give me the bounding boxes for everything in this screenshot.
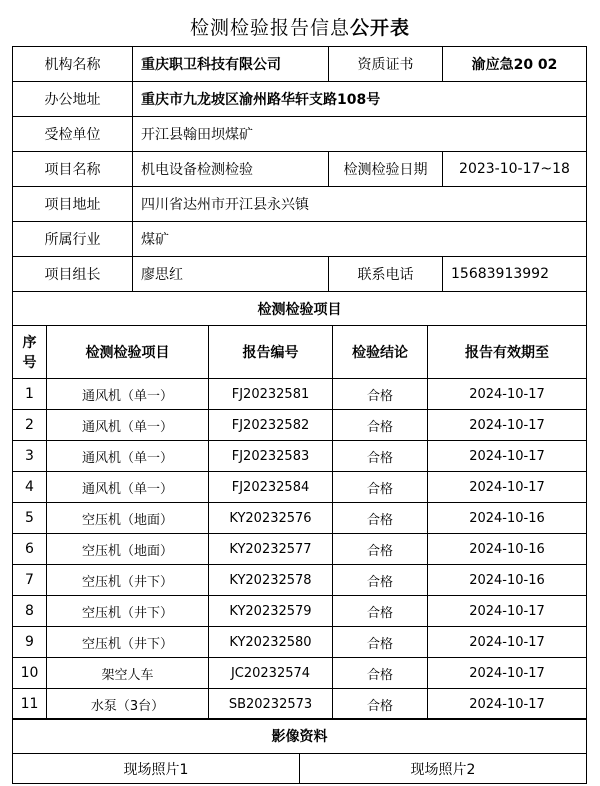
row-valid-until: 2024-10-17	[428, 472, 587, 503]
row-seq: 1	[13, 379, 47, 410]
table-row	[13, 565, 587, 596]
row-conclusion: 合格	[333, 441, 428, 472]
row-valid-until: 2024-10-17	[428, 441, 587, 472]
site-label: 项目地址	[13, 187, 133, 222]
row-valid-until: 2024-10-17	[428, 658, 587, 689]
row-item: 通风机（单一）	[47, 379, 209, 410]
items-table	[12, 291, 587, 720]
row-item: 水泵（3台）	[47, 689, 209, 720]
items-section-row	[13, 292, 587, 326]
phone-label: 联系电话	[329, 257, 443, 292]
row-conclusion: 合格	[333, 472, 428, 503]
row-item: 通风机（单一）	[47, 441, 209, 472]
row-seq: 5	[13, 503, 47, 534]
row-report-no: FJ20232581	[209, 379, 333, 410]
row-valid-until: 2024-10-17	[428, 379, 587, 410]
row-seq: 2	[13, 410, 47, 441]
row-item: 空压机（地面）	[47, 503, 209, 534]
table-row	[13, 379, 587, 410]
header-conclusion: 检验结论	[333, 326, 428, 379]
row-report-no: KY20232576	[209, 503, 333, 534]
photos-table	[12, 718, 587, 784]
phone-value: 15683913992	[443, 257, 587, 292]
header-valid-until: 报告有效期至	[428, 326, 587, 379]
row-valid-until: 2024-10-17	[428, 689, 587, 720]
row-report-no: SB20232573	[209, 689, 333, 720]
info-row-project	[13, 152, 587, 187]
header-report-no: 报告编号	[209, 326, 333, 379]
title-bold-text: 公开表	[350, 17, 411, 39]
header-seq-line1: 序	[22, 335, 37, 351]
page-title	[0, 13, 600, 40]
row-seq: 10	[13, 658, 47, 689]
item-rows	[13, 379, 587, 720]
row-seq: 11	[13, 689, 47, 720]
row-report-no: KY20232578	[209, 565, 333, 596]
row-valid-until: 2024-10-16	[428, 503, 587, 534]
table-row	[13, 627, 587, 658]
row-report-no: KY20232579	[209, 596, 333, 627]
info-row-org	[13, 47, 587, 82]
photos-row	[13, 754, 587, 784]
leader-label: 项目组长	[13, 257, 133, 292]
images-section-title: 影像资料	[13, 719, 587, 754]
row-conclusion: 合格	[333, 379, 428, 410]
info-row-client	[13, 117, 587, 152]
table-row	[13, 503, 587, 534]
header-seq	[13, 326, 47, 379]
project-label: 项目名称	[13, 152, 133, 187]
row-item: 空压机（井下）	[47, 627, 209, 658]
row-seq: 9	[13, 627, 47, 658]
row-conclusion: 合格	[333, 534, 428, 565]
table-row	[13, 410, 587, 441]
row-seq: 4	[13, 472, 47, 503]
row-valid-until: 2024-10-17	[428, 596, 587, 627]
table-row	[13, 472, 587, 503]
row-report-no: FJ20232582	[209, 410, 333, 441]
info-table	[12, 46, 587, 292]
date-label: 检测检验日期	[329, 152, 443, 187]
date-value: 2023-10-17~18	[443, 152, 587, 187]
row-report-no: KY20232577	[209, 534, 333, 565]
client-label: 受检单位	[13, 117, 133, 152]
address-label: 办公地址	[13, 82, 133, 117]
info-row-site	[13, 187, 587, 222]
client-value: 开江县翰田坝煤矿	[133, 117, 587, 152]
items-header-row	[13, 326, 587, 379]
info-row-industry	[13, 222, 587, 257]
row-seq: 8	[13, 596, 47, 627]
table-row	[13, 441, 587, 472]
row-conclusion: 合格	[333, 689, 428, 720]
industry-value: 煤矿	[133, 222, 587, 257]
row-report-no: JC20232574	[209, 658, 333, 689]
row-seq: 3	[13, 441, 47, 472]
row-report-no: FJ20232583	[209, 441, 333, 472]
table-row	[13, 534, 587, 565]
row-seq: 6	[13, 534, 47, 565]
row-item: 架空人车	[47, 658, 209, 689]
row-conclusion: 合格	[333, 627, 428, 658]
row-conclusion: 合格	[333, 410, 428, 441]
row-item: 空压机（井下）	[47, 565, 209, 596]
images-section-row	[13, 719, 587, 754]
row-conclusion: 合格	[333, 596, 428, 627]
table-row	[13, 658, 587, 689]
items-section-title: 检测检验项目	[13, 292, 587, 326]
row-item: 通风机（单一）	[47, 472, 209, 503]
info-row-address	[13, 82, 587, 117]
title-text: 检测检验报告信息	[189, 17, 350, 39]
row-valid-until: 2024-10-17	[428, 410, 587, 441]
table-row	[13, 596, 587, 627]
photo-2-label[interactable]: 现场照片2	[300, 754, 587, 784]
table-row	[13, 689, 587, 720]
project-value: 机电设备检测检验	[133, 152, 329, 187]
row-conclusion: 合格	[333, 503, 428, 534]
cert-label: 资质证书	[329, 47, 443, 82]
row-valid-until: 2024-10-16	[428, 534, 587, 565]
site-value: 四川省达州市开江县永兴镇	[133, 187, 587, 222]
industry-label: 所属行业	[13, 222, 133, 257]
row-report-no: KY20232580	[209, 627, 333, 658]
address-value: 重庆市九龙坡区渝州路华轩支路108号	[133, 82, 587, 117]
row-seq: 7	[13, 565, 47, 596]
row-item: 空压机（地面）	[47, 534, 209, 565]
header-seq-line2: 号	[22, 355, 37, 371]
row-item: 通风机（单一）	[47, 410, 209, 441]
cert-value: 渝应急20 02	[443, 47, 587, 82]
row-valid-until: 2024-10-17	[428, 627, 587, 658]
info-row-leader	[13, 257, 587, 292]
row-item: 空压机（井下）	[47, 596, 209, 627]
photo-1-label[interactable]: 现场照片1	[13, 754, 300, 784]
row-valid-until: 2024-10-16	[428, 565, 587, 596]
row-report-no: FJ20232584	[209, 472, 333, 503]
header-item: 检测检验项目	[47, 326, 209, 379]
org-value: 重庆职卫科技有限公司	[133, 47, 329, 82]
org-label: 机构名称	[13, 47, 133, 82]
row-conclusion: 合格	[333, 658, 428, 689]
leader-value: 廖思红	[133, 257, 329, 292]
row-conclusion: 合格	[333, 565, 428, 596]
